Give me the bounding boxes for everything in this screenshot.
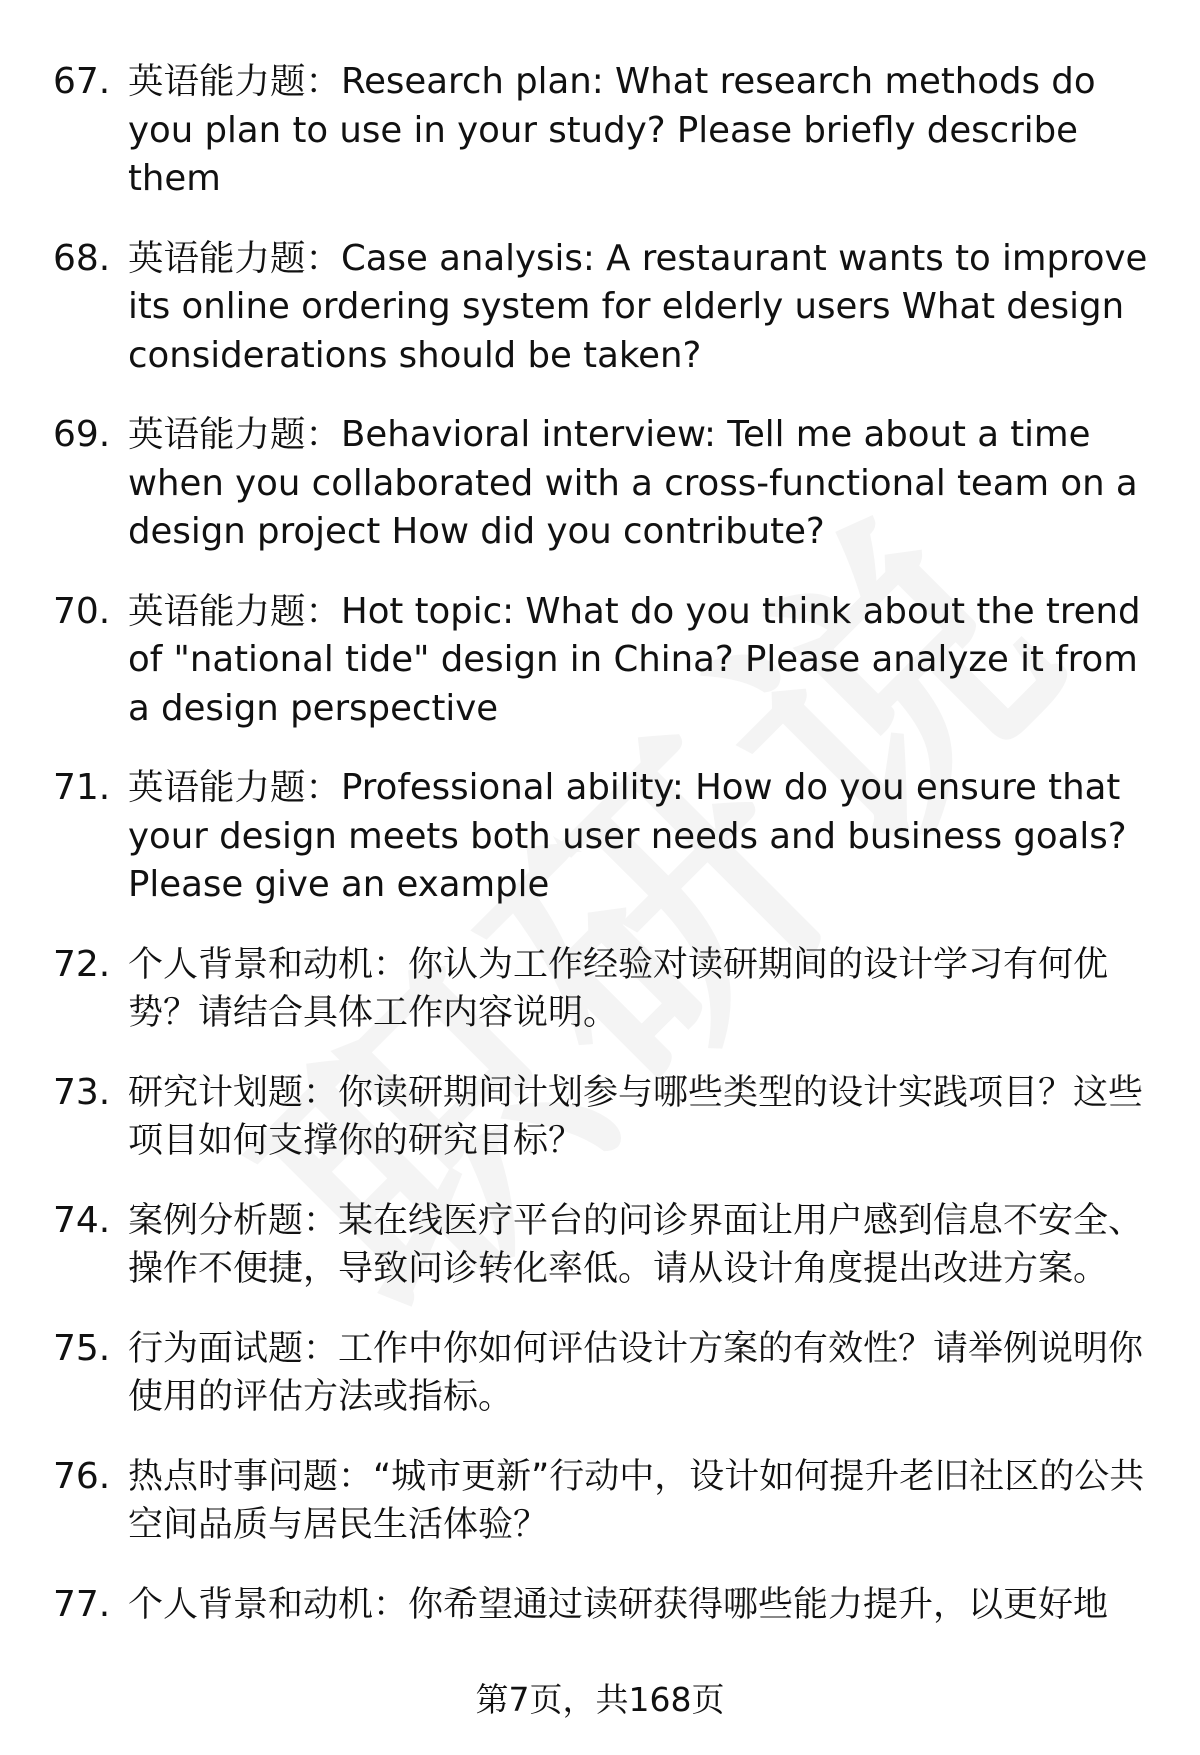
question-number: 77. <box>53 1583 111 1625</box>
question-number: 70. <box>53 590 111 632</box>
question-item <box>0 58 1200 204</box>
question-text: 案例分析题：某在线医疗平台的问诊界面让用户感到信息不安全、操作不便捷，导致问诊转化率低。请从设计角度提出改进方案。 <box>128 1200 1144 1289</box>
page-footer: 第7页，共168页 <box>475 1680 725 1719</box>
question-text: 行为面试题：工作中你如何评估设计方案的有效性？请举例说明你使用的评估方法或指标。 <box>128 1328 1144 1417</box>
question-item <box>0 764 1200 910</box>
question-text: 研究计划题：你读研期间计划参与哪些类型的设计实践项目？这些项目如何支撑你的研究目标？ <box>128 1072 1144 1161</box>
question-item <box>0 235 1200 381</box>
question-item <box>0 1453 1200 1550</box>
question-number: 68. <box>53 237 111 279</box>
question-number: 72. <box>53 943 111 985</box>
question-text: 英语能力题：Hot topic: What do you think about the trend of "national tide" design in China? Please analyze it from a design perspective <box>128 590 1141 729</box>
question-item <box>0 1581 1200 1630</box>
question-text: 英语能力题：Research plan: What research methods do you plan to use in your study? Please briefly describe them <box>128 61 1096 199</box>
question-item <box>0 411 1200 557</box>
question-item <box>0 1069 1200 1166</box>
question-number: 67. <box>53 61 111 102</box>
question-item <box>0 1197 1200 1294</box>
question-text: 英语能力题：Case analysis: A restaurant wants to improve its online ordering system for elderly users What design considerations should be taken? <box>128 237 1148 376</box>
question-text: 个人背景和动机：你认为工作经验对读研期间的设计学习有何优势？请结合具体工作内容说明。 <box>128 944 1109 1033</box>
question-text: 个人背景和动机：你希望通过读研获得哪些能力提升，以更好地 <box>128 1584 1109 1625</box>
question-number: 74. <box>53 1199 111 1241</box>
question-number: 73. <box>53 1071 111 1113</box>
question-item <box>0 941 1200 1038</box>
question-item <box>0 1325 1200 1422</box>
question-text: 英语能力题：Behavioral interview: Tell me about a time when you collaborated with a cross-functional team on a design project How did you contribute? <box>128 414 1138 552</box>
question-text: 热点时事问题：“城市更新”行动中，设计如何提升老旧社区的公共空间品质与居民生活体验？ <box>128 1456 1145 1545</box>
question-text: 英语能力题：Professional ability: How do you ensure that your design meets both user needs and business goals? Please give an example <box>128 767 1127 905</box>
question-number: 69. <box>53 414 111 455</box>
question-item <box>0 588 1200 734</box>
question-number: 75. <box>53 1327 111 1369</box>
question-number: 76. <box>53 1455 111 1497</box>
question-list <box>0 58 1200 1660</box>
question-number: 71. <box>53 767 111 808</box>
